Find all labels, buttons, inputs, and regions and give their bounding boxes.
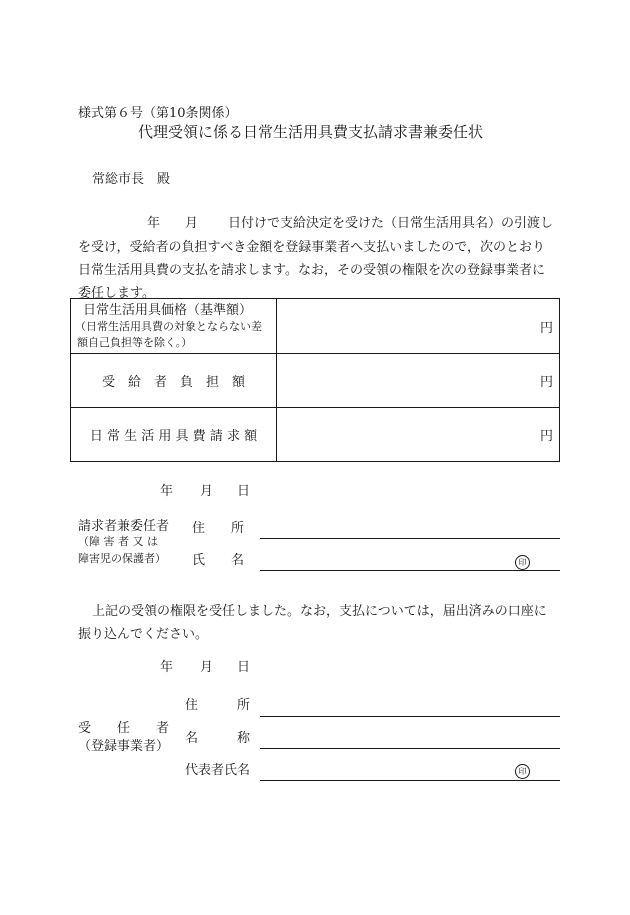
requester-name-label: 氏 名 (192, 553, 245, 568)
intro-month: 月 (185, 216, 199, 231)
agent-name-label: 名 称 (185, 731, 251, 746)
intro-line2: を受け，受給者の負担すべき金額を登録事業者へ支払いましたので，次のとおり (78, 240, 545, 255)
currency-unit: 円 (539, 375, 553, 390)
claim-label: 日 常 生 活 用 具 費 請 求 額 (71, 408, 277, 462)
form-title: 代理受領に係る日常生活用具費支払請求書兼委任状 (138, 123, 484, 141)
request-date-day: 日 (237, 484, 251, 499)
accept-date-month: 月 (200, 660, 214, 675)
agent-sub: （登録事業者） (78, 739, 170, 754)
base-price-amount-field[interactable] (277, 299, 560, 354)
form-number: 様式第６号（第10条関係） (78, 106, 238, 121)
intro-line1: 日付けで支給決定を受けた（日常生活用具名）の引渡し (228, 216, 554, 231)
requester-label: 請求者兼委任者 (78, 519, 170, 534)
intro-line4: 委任します。 (78, 286, 155, 301)
table-row-base-price (71, 299, 560, 354)
table-row-burden (71, 354, 560, 408)
acceptance-line1: 上記の受領の権限を受任しました。なお，支払については，届出済みの口座に (92, 604, 547, 619)
request-date-year: 年 (160, 484, 174, 499)
agent-address-label: 住 所 (185, 698, 251, 713)
base-price-note-1: （日常生活用具費の対象とならない差 (75, 319, 262, 333)
requester-address-label: 住 所 (192, 521, 245, 536)
agent-rep-label: 代表者氏名 (185, 763, 251, 778)
currency-unit: 円 (539, 429, 553, 444)
requester-address-line[interactable] (260, 538, 560, 539)
agent-label: 受 任 者 (78, 721, 170, 736)
currency-unit: 円 (539, 320, 553, 336)
accept-date-day: 日 (237, 660, 251, 675)
base-price-label: 日常生活用具価格（基準額） (83, 302, 253, 318)
table-row-claim (71, 408, 560, 462)
base-price-label-cell (71, 299, 277, 354)
requester-sub-1: （障 害 者 又 は (78, 535, 158, 548)
burden-amount-field[interactable] (277, 354, 560, 408)
intro-line3: 日常生活用具費の支払を請求します。なお，その受領の権限を次の登録事業者に (78, 263, 545, 278)
acceptance-line2: 振り込んでください。 (78, 627, 209, 642)
amount-table (70, 298, 560, 462)
base-price-note-2: 額自己負担等を除く。） (77, 335, 193, 349)
agent-seal-icon: 印 (515, 759, 530, 779)
addressee: 常総市長 殿 (92, 172, 171, 187)
accept-date-year: 年 (160, 660, 174, 675)
requester-seal-icon: 印 (515, 550, 530, 570)
claim-amount-field[interactable] (277, 408, 560, 462)
agent-rep-line[interactable] (260, 780, 560, 781)
burden-label: 受 給 者 負 担 額 (71, 354, 277, 408)
requester-name-line[interactable] (260, 570, 560, 571)
agent-name-line[interactable] (260, 748, 560, 749)
intro-year: 年 (147, 216, 161, 231)
agent-address-line[interactable] (260, 716, 560, 717)
request-date-month: 月 (200, 484, 214, 499)
requester-sub-2: 障害児の保護者） (78, 552, 166, 565)
